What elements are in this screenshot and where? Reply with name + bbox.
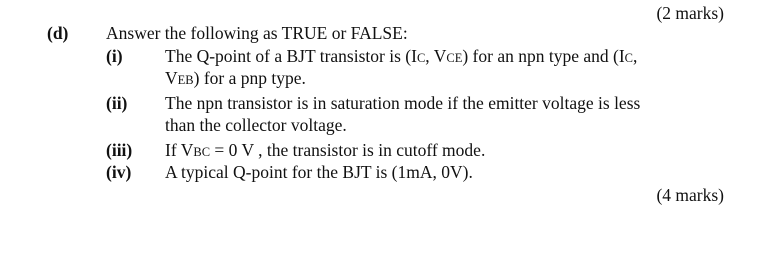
instruction-text: Answer the following as TRUE or FALSE: xyxy=(106,23,408,43)
item-iv-label: (iv) xyxy=(106,162,132,182)
item-i-line2: VEB) for a pnp type. xyxy=(165,68,306,88)
item-iii-label: (iii) xyxy=(106,140,133,160)
part-label: (d) xyxy=(47,23,69,43)
item-ii-label: (ii) xyxy=(106,93,128,113)
item-i-line1: The Q-point of a BJT transistor is (IC, VCE) for an npn type and (IC, xyxy=(165,46,638,66)
item-ii-line1: The npn transistor is in saturation mode if the emitter voltage is less xyxy=(165,93,641,113)
bottom-marks: (4 marks) xyxy=(656,185,724,205)
item-iv-text: A typical Q-point for the BJT is (1mA, 0V). xyxy=(165,162,473,182)
item-i-label: (i) xyxy=(106,46,123,66)
item-iii-text: If VBC = 0 V , the transistor is in cutoff mode. xyxy=(165,140,486,160)
top-marks: (2 marks) xyxy=(656,3,724,23)
item-ii-line2: than the collector voltage. xyxy=(165,115,347,135)
